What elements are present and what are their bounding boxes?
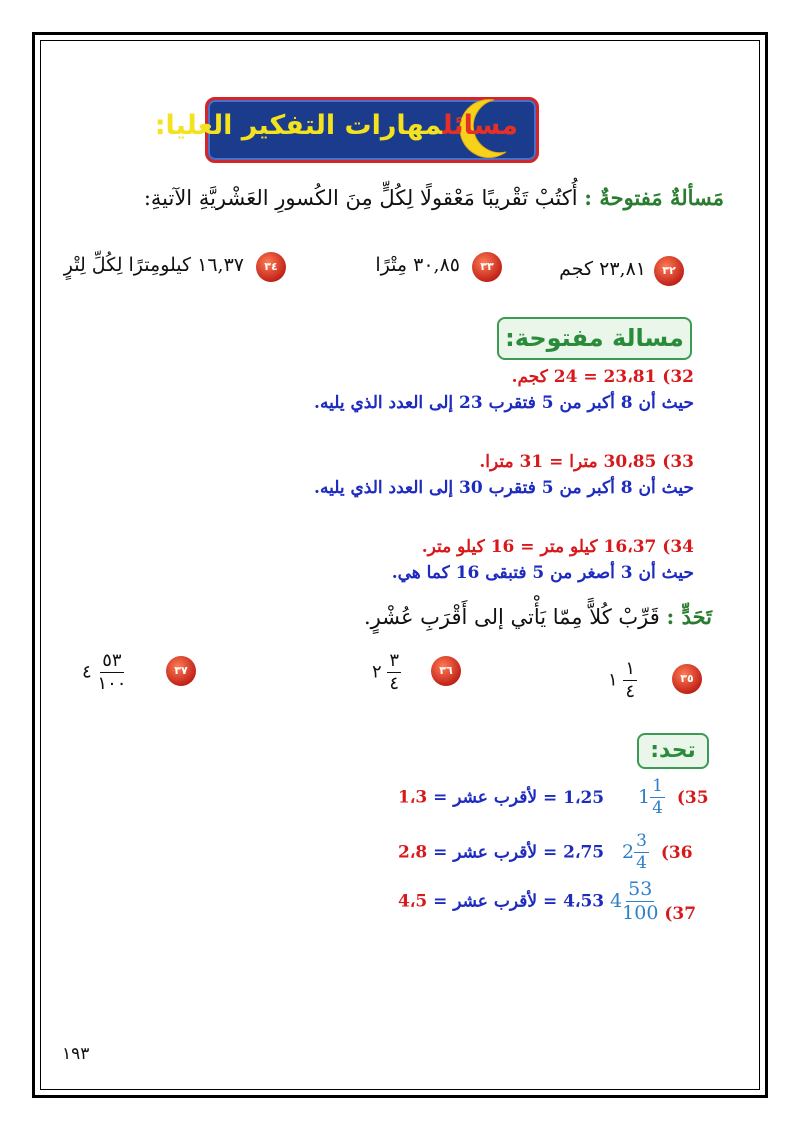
answer-explanation: حيث أن 8 أكبر من 5 فتقرب 23 إلى العدد الذي يليه.	[314, 393, 694, 413]
challenge-text: قَرِّبْ كُلاًّ مِمّا يَأْتي إلى أَقْرَبِ عُشْرٍ.	[363, 605, 660, 629]
rounding-label: لأقرب عشر =	[433, 842, 538, 863]
open-problem-instruction	[144, 185, 724, 210]
mixed-number: 2 $\frac{3}{4}$	[622, 831, 647, 873]
item-text: ٢٣,٨١ كجم	[559, 258, 646, 280]
section-title	[155, 110, 518, 141]
challenge-answer-row	[398, 880, 696, 923]
whole-part: ١	[608, 669, 618, 691]
item-number-badge: ٣٧	[166, 656, 196, 686]
challenge-answer-row	[398, 833, 693, 872]
title-part1: مسائل	[442, 110, 518, 141]
mixed-number	[82, 652, 126, 693]
whole-part: ٤	[82, 661, 92, 683]
whole-part: ٢	[372, 661, 382, 683]
problem-number: (36	[660, 842, 693, 863]
answer-explanation: حيث أن 3 أصغر من 5 فتبقى 16 كما هي.	[391, 563, 694, 583]
item-number-badge: ٣٢	[654, 256, 684, 286]
challenge-box: تحد:	[637, 733, 709, 769]
problem-number: (35	[676, 787, 709, 808]
section-title-banner	[154, 97, 539, 163]
challenge-instruction	[364, 604, 712, 629]
challenge-answer-row	[398, 778, 709, 817]
fraction: $\frac{١}{٤}$	[625, 658, 636, 702]
open-problem-text: أُكتُبْ تَقْريبًا مَعْقولًا لِكُلٍّ مِنَ الكُسورِ العَشْريَّةِ الآتيةِ:	[143, 186, 578, 210]
item-number-badge: ٣٣	[472, 252, 502, 282]
answer-explanation: حيث أن 8 أكبر من 5 فتقرب 30 إلى العدد الذي يليه.	[314, 478, 694, 498]
answer-line: 33) 30،85 مترا = 31 مترا.	[479, 452, 694, 472]
fraction: $\frac{٣}{٤}$	[389, 650, 400, 694]
decimal-value: = 4،53	[542, 891, 605, 912]
mixed-number	[608, 660, 637, 701]
mixed-number: 1 $\frac{1}{4}$	[638, 776, 663, 818]
item-text: ١٦,٣٧ كيلومِترًا لِكُلِّ لِتْرٍ	[63, 254, 244, 276]
rounding-label: لأقرب عشر =	[433, 891, 538, 912]
decimal-value: = 2،75	[542, 842, 605, 863]
challenge-label: تَحَدٍّ :	[666, 604, 712, 629]
answer-line: 32) 23،81 = 24 كجم.	[511, 367, 694, 387]
rounding-label: لأقرب عشر =	[433, 787, 538, 808]
title-part2: مهارات التفكير العليا:	[154, 110, 443, 141]
mixed-number	[372, 652, 401, 693]
fraction: $\frac{٥٣}{١٠٠}$	[97, 650, 127, 694]
rounded-result: 4،5	[398, 891, 428, 912]
open-problem-label: مَسألةٌ مَفتوحةٌ :	[584, 185, 724, 210]
answer-line: 34) 16،37 كيلو متر = 16 كيلو متر.	[421, 537, 694, 557]
rounded-result: 1،3	[398, 787, 428, 808]
decimal-value: = 1،25	[542, 787, 605, 808]
item-text: ٣٠,٨٥ مِتْرًا	[375, 254, 460, 276]
page-number: ١٩٣	[62, 1044, 90, 1064]
problem-number: (37	[664, 903, 697, 924]
open-problem-box: مسالة مفتوحة:	[497, 317, 692, 360]
item-number-badge: ٣٦	[431, 656, 461, 686]
mixed-number: 4 $\frac{53}{100}$	[610, 878, 659, 924]
item-number-badge: ٣٥	[672, 664, 702, 694]
rounded-result: 2،8	[398, 842, 428, 863]
item-number-badge: ٣٤	[256, 252, 286, 282]
